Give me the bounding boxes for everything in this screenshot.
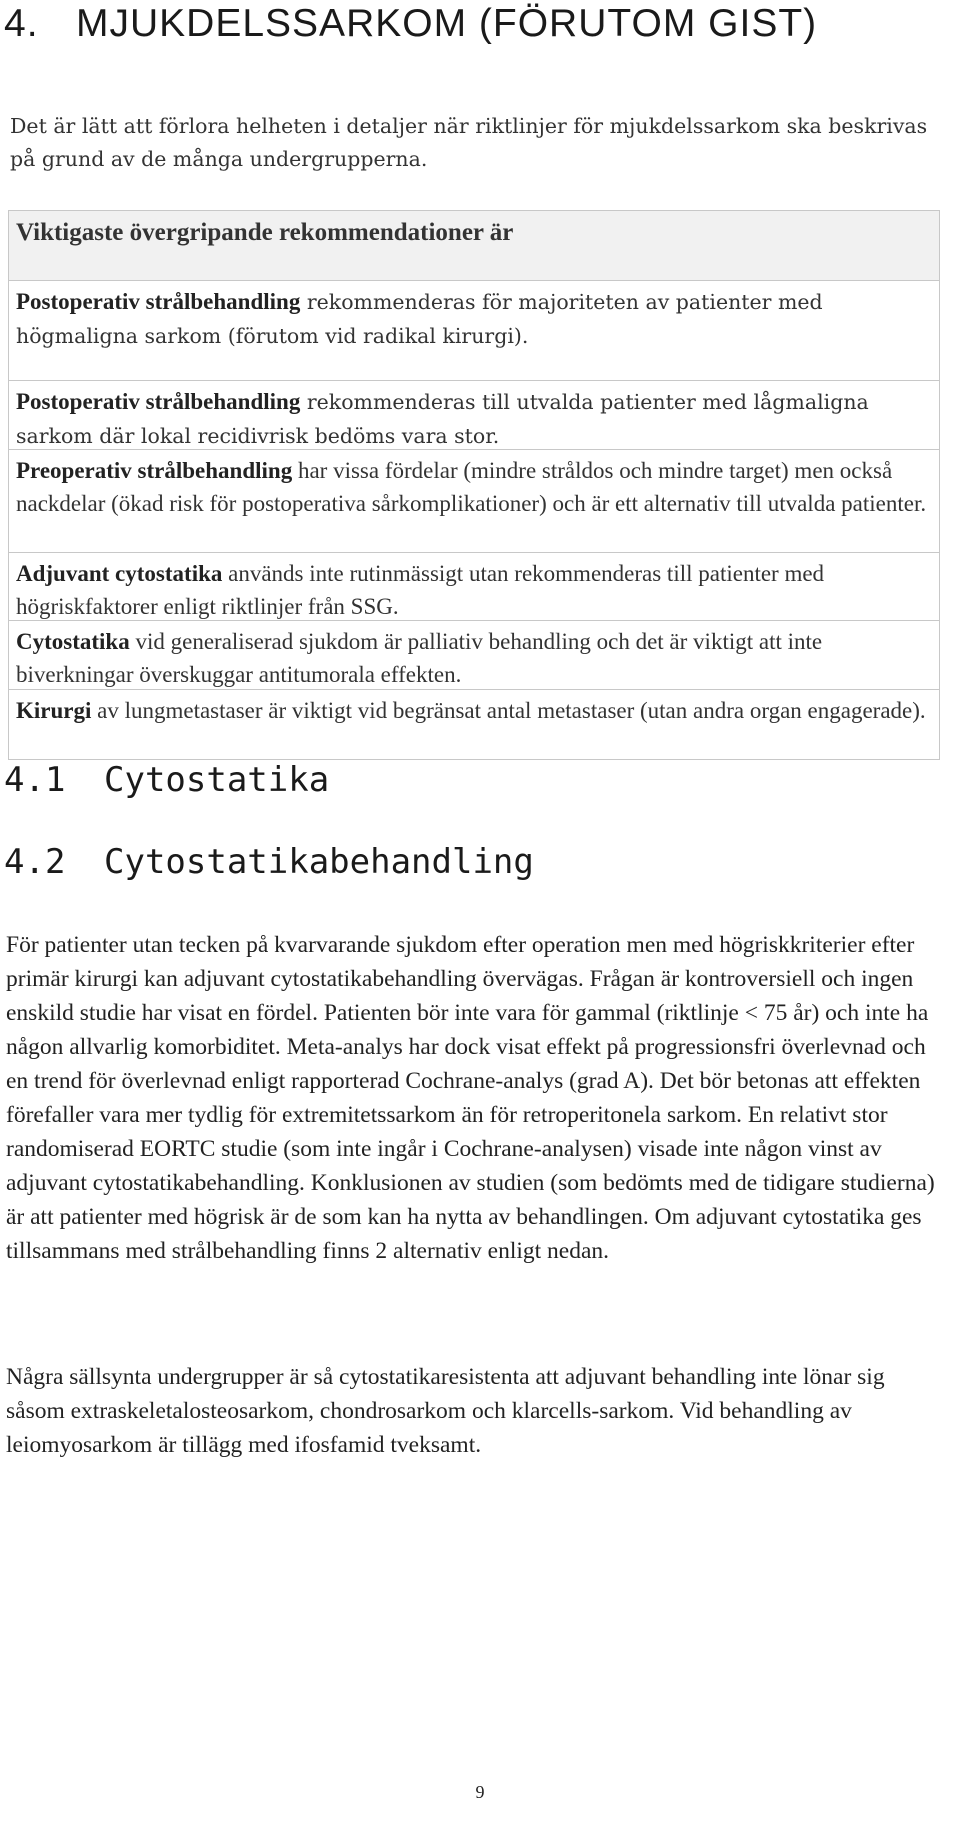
recommendation-text: vid generaliserad sjukdom är palliativ behandling och det är viktigt att inte biverkningar överskuggar antitumorala effekten. [16,629,823,687]
section-heading-4-1 [4,760,329,800]
chapter-heading [4,2,817,46]
recommendation-text: rekommenderas till utvalda patienter med lågmaligna sarkom där lokal recidivrisk bedöms vara stor. [16,390,869,448]
recommendation-keyword: Postoperativ strålbehandling [16,289,301,314]
recommendation-item [9,450,939,553]
section-title: Cytostatikabehandling [104,842,534,882]
page-number: 9 [475,1782,485,1802]
body-paragraph: Några sällsynta undergrupper är så cytostatikaresistenta att adjuvant behandling inte lönar sig såsom extraskeletalosteosarkom, chondrosarkom och klarcells-sarkom. Vid behandling av leiomyosarkom är tillägg med ifosfamid tveksamt. [6,1364,885,1458]
section-number: 4.1 [4,760,66,800]
chapter-number: 4. [4,2,39,45]
section-heading-4-2 [4,842,534,882]
recommendation-item [9,621,939,690]
recommendation-text: av lungmetastaser är viktigt vid begränsat antal metastaser (utan andra organ engagerade). [91,698,926,723]
recommendation-keyword: Adjuvant cytostatika [16,561,223,586]
recommendation-item [9,281,939,381]
recommendation-keyword: Kirurgi [16,698,92,723]
intro-paragraph: Det är lätt att förlora helheten i detaljer när riktlinjer för mjukdelssarkom ska beskrivas på grund av de många undergrupperna. [10,114,928,171]
section-title: Cytostatika [104,760,330,800]
recommendation-text: har vissa fördelar (mindre stråldos och mindre target) men också nackdelar (ökad risk för postoperativa sårkomplikationer) och är ett alternativ till utvalda patienter. [16,458,927,516]
recommendation-text: används inte rutinmässigt utan rekommenderas till patienter med högriskfaktorer enligt riktlinjer från SSG. [16,561,825,619]
recommendation-keyword: Postoperativ strålbehandling [16,389,301,414]
recommendation-item [9,690,939,759]
section-number: 4.2 [4,842,66,882]
recommendation-item [9,381,939,450]
recommendations-title: Viktigaste övergripande rekommendationer är [9,211,939,281]
recommendation-keyword: Preoperativ strålbehandling [16,458,293,483]
recommendations-box [8,210,940,760]
chapter-title: MJUKDELSSARKOM (FÖRUTOM GIST) [76,2,818,45]
recommendation-keyword: Cytostatika [16,629,130,654]
recommendation-item [9,553,939,621]
body-paragraph: För patienter utan tecken på kvarvarande sjukdom efter operation men med högriskkriterier efter primär kirurgi kan adjuvant cytostatikabehandling övervägas. Frågan är kontroversiell och ingen enskild studie har visat en fördel. Patienten bör inte vara för gammal (riktlinje < 75 år) och inte ha någon allvarlig komorbiditet. Meta-analys har dock visat effekt på progressionsfri överlevnad och en trend för överlevnad enligt rapporterad Cochrane-analys (grad A). Det bör betonas att effekten förefaller vara mer tydlig för extremitetssarkom än för retroperitonela sarkom. En relativt stor randomiserad EORTC studie (som inte ingår i Cochrane-analysen) visade inte någon vinst av adjuvant cytostatikabehandling. Konklusionen av studien (som bedömts med de tidigare studierna) är att patienter med högrisk är de som kan ha nytta av behandlingen. Om adjuvant cytostatika ges tillsammans med strålbehandling finns 2 alternativ enligt nedan. [6,932,935,1264]
recommendation-text: rekommenderas för majoriteten av patienter med högmaligna sarkom (förutom vid radikal kirurgi). [16,290,823,348]
